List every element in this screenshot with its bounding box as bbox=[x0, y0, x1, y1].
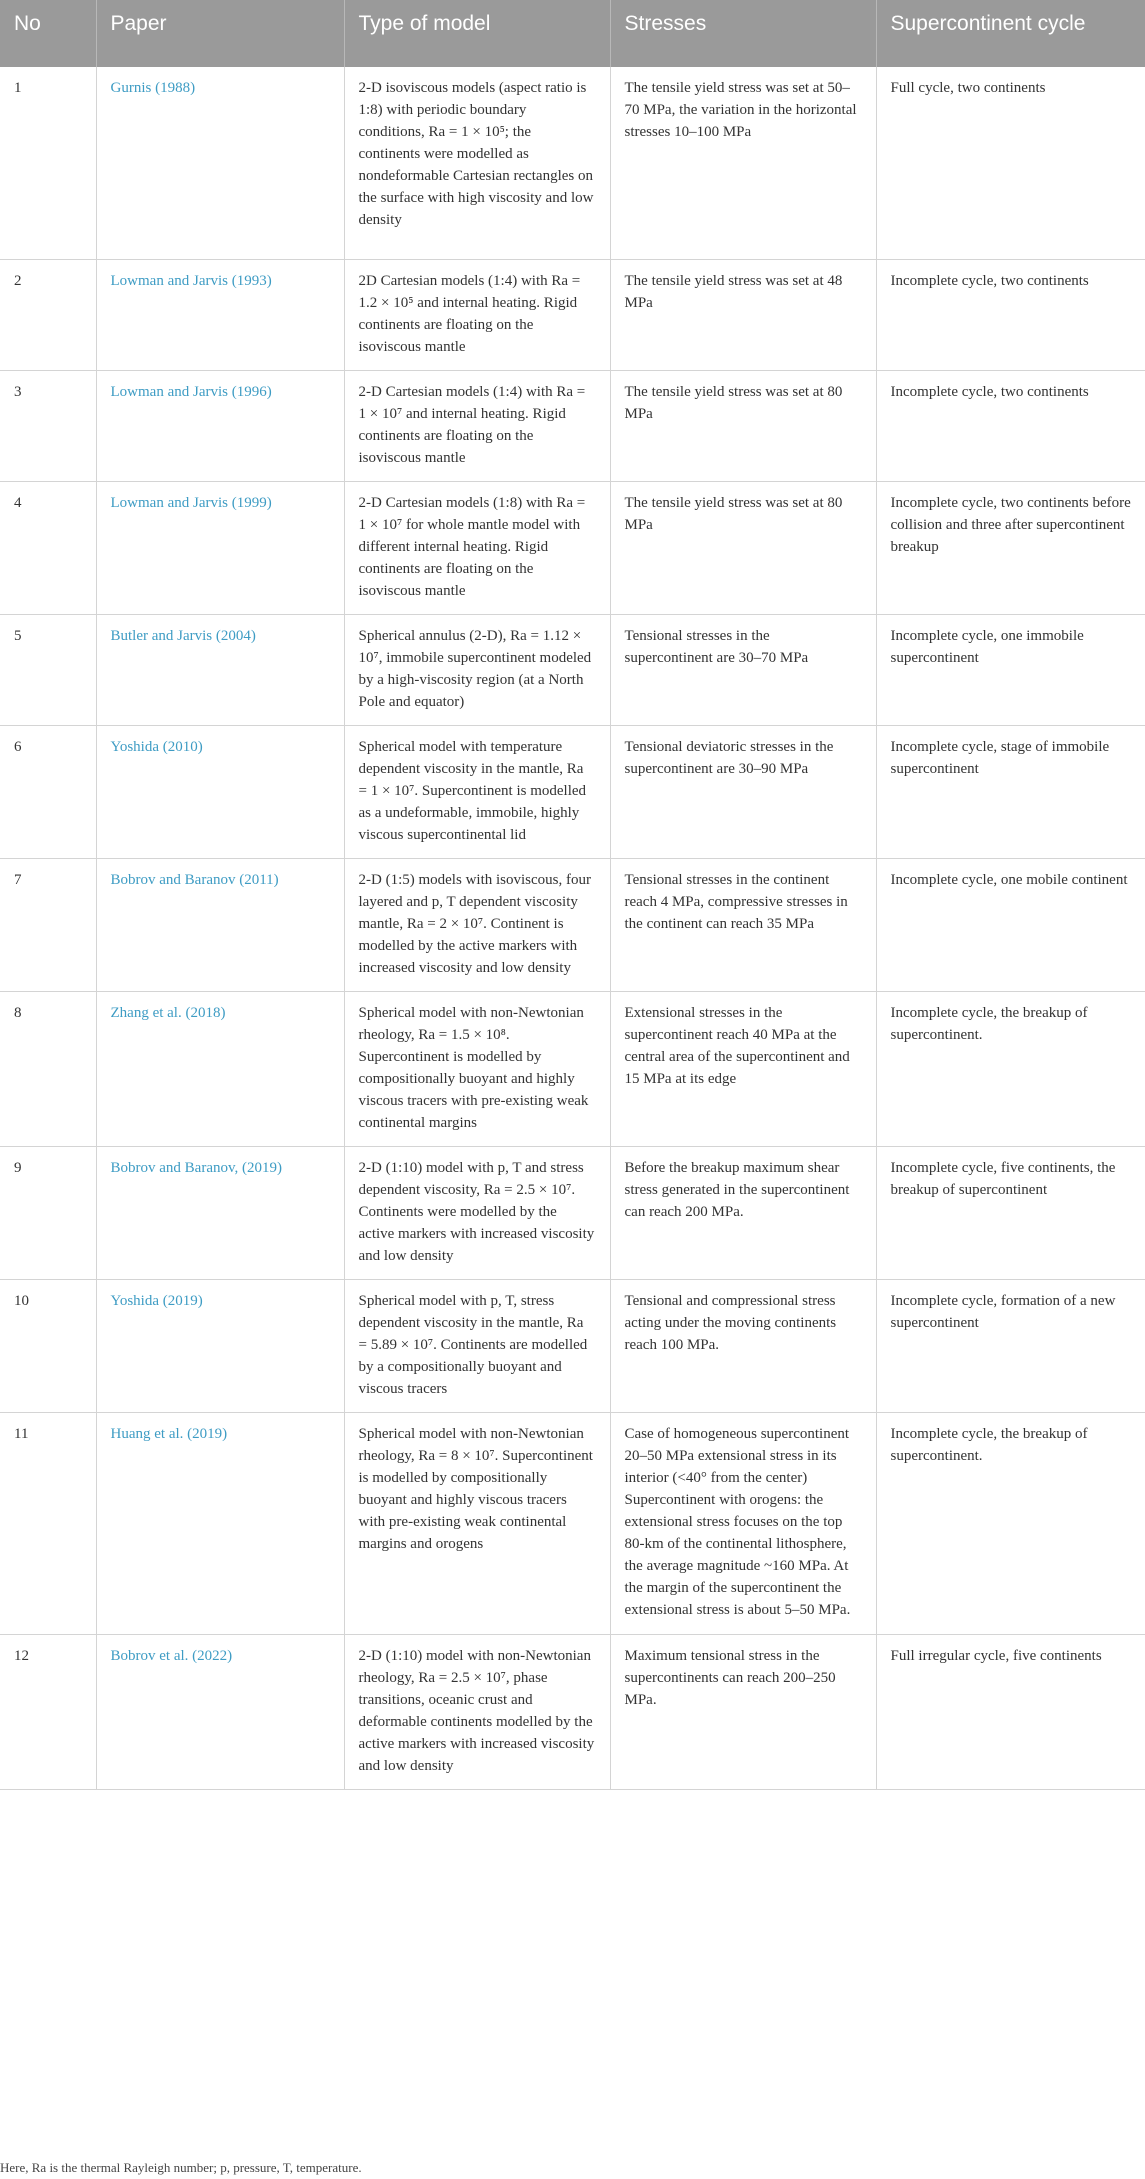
paper-link[interactable]: Zhang et al. (2018) bbox=[96, 991, 344, 1146]
paper-link[interactable]: Lowman and Jarvis (1999) bbox=[96, 481, 344, 614]
paper-link[interactable]: Lowman and Jarvis (1993) bbox=[96, 259, 344, 370]
cell-no: 5 bbox=[0, 614, 96, 725]
cell-no: 3 bbox=[0, 370, 96, 481]
paper-link[interactable]: Lowman and Jarvis (1996) bbox=[96, 370, 344, 481]
cell-cycle: Incomplete cycle, two continents bbox=[876, 370, 1145, 481]
cell-stresses: Tensional and compressional stress acting under the moving continents reach 100 MPa. bbox=[610, 1279, 876, 1412]
cell-no: 8 bbox=[0, 991, 96, 1146]
cell-cycle: Incomplete cycle, stage of immobile supercontinent bbox=[876, 725, 1145, 858]
cell-stresses: Maximum tensional stress in the supercontinents can reach 200–250 MPa. bbox=[610, 1634, 876, 1789]
cell-model: Spherical annulus (2-D), Ra = 1.12 × 10⁷, immobile supercontinent modeled by a high-viscosity region (at a North Pole and equator) bbox=[344, 614, 610, 725]
cell-stresses: Tensional stresses in the continent reach 4 MPa, compressive stresses in the continent can reach 35 MPa bbox=[610, 858, 876, 991]
header-cycle: Supercontinent cycle bbox=[876, 0, 1145, 67]
cell-model: 2-D (1:10) model with non-Newtonian rheology, Ra = 2.5 × 10⁷, phase transitions, oceanic crust and deformable continents modelled by the active markers with increased viscosity and low density bbox=[344, 1634, 610, 1789]
cell-no: 4 bbox=[0, 481, 96, 614]
header-no: No bbox=[0, 0, 96, 67]
paper-link[interactable]: Gurnis (1988) bbox=[96, 67, 344, 259]
cell-no: 2 bbox=[0, 259, 96, 370]
cell-model: Spherical model with non-Newtonian rheology, Ra = 8 × 10⁷. Supercontinent is modelled by compositionally buoyant and highly viscous tracers with pre-existing weak continental margins and orogens bbox=[344, 1412, 610, 1634]
cell-no: 1 bbox=[0, 67, 96, 259]
header-model: Type of model bbox=[344, 0, 610, 67]
cell-no: 12 bbox=[0, 1634, 96, 1789]
cell-no: 11 bbox=[0, 1412, 96, 1634]
cell-model: 2-D isoviscous models (aspect ratio is 1:8) with periodic boundary conditions, Ra = 1 × 10⁵; the continents were modelled as nondeformable Cartesian rectangles on the surface with high viscosity and low density bbox=[344, 67, 610, 259]
cell-stresses: The tensile yield stress was set at 50–70 MPa, the variation in the horizontal stresses 10–100 MPa bbox=[610, 67, 876, 259]
cell-stresses: The tensile yield stress was set at 48 MPa bbox=[610, 259, 876, 370]
cell-cycle: Incomplete cycle, one immobile supercontinent bbox=[876, 614, 1145, 725]
cell-model: Spherical model with temperature dependent viscosity in the mantle, Ra = 1 × 10⁷. Supercontinent is modelled as a undeformable, immobile, highly viscous supercontinental lid bbox=[344, 725, 610, 858]
paper-link[interactable]: Bobrov and Baranov, (2019) bbox=[96, 1146, 344, 1279]
header-row bbox=[0, 0, 1145, 67]
cell-cycle: Incomplete cycle, two continents bbox=[876, 259, 1145, 370]
paper-link[interactable]: Yoshida (2010) bbox=[96, 725, 344, 858]
table-row bbox=[0, 1146, 1145, 1279]
cell-cycle: Incomplete cycle, the breakup of supercontinent. bbox=[876, 991, 1145, 1146]
cell-cycle: Incomplete cycle, formation of a new supercontinent bbox=[876, 1279, 1145, 1412]
cell-cycle: Incomplete cycle, the breakup of supercontinent. bbox=[876, 1412, 1145, 1634]
cell-model: 2-D (1:10) model with p, T and stress dependent viscosity, Ra = 2.5 × 10⁷. Continents were modelled by the active markers with increased viscosity and low density bbox=[344, 1146, 610, 1279]
cell-stresses: Extensional stresses in the supercontinent reach 40 MPa at the central area of the supercontinent and 15 MPa at its edge bbox=[610, 991, 876, 1146]
table-row bbox=[0, 370, 1145, 481]
cell-model: Spherical model with non-Newtonian rheology, Ra = 1.5 × 10⁸. Supercontinent is modelled by compositionally buoyant and highly viscous tracers with pre-existing weak continental margins bbox=[344, 991, 610, 1146]
table-row bbox=[0, 725, 1145, 858]
cell-no: 6 bbox=[0, 725, 96, 858]
cell-stresses: Tensional stresses in the supercontinent are 30–70 MPa bbox=[610, 614, 876, 725]
cell-model: 2-D Cartesian models (1:8) with Ra = 1 × 10⁷ for whole mantle model with different internal heating. Rigid continents are floating on the isoviscous mantle bbox=[344, 481, 610, 614]
cell-no: 9 bbox=[0, 1146, 96, 1279]
table-row bbox=[0, 991, 1145, 1146]
paper-link[interactable]: Yoshida (2019) bbox=[96, 1279, 344, 1412]
table-row bbox=[0, 1634, 1145, 1789]
paper-link[interactable]: Huang et al. (2019) bbox=[96, 1412, 344, 1634]
cell-stresses: The tensile yield stress was set at 80 MPa bbox=[610, 370, 876, 481]
cell-model: 2-D Cartesian models (1:4) with Ra = 1 × 10⁷ and internal heating. Rigid continents are floating on the isoviscous mantle bbox=[344, 370, 610, 481]
cell-cycle: Full cycle, two continents bbox=[876, 67, 1145, 259]
cell-no: 7 bbox=[0, 858, 96, 991]
cell-model: 2-D (1:5) models with isoviscous, four layered and p, T dependent viscosity mantle, Ra = 2 × 10⁷. Continent is modelled by the active markers with increased viscosity and low density bbox=[344, 858, 610, 991]
cell-model: Spherical model with p, T, stress dependent viscosity in the mantle, Ra = 5.89 × 10⁷. Continents are modelled by a compositionally buoyant and viscous tracers bbox=[344, 1279, 610, 1412]
table-row bbox=[0, 614, 1145, 725]
cell-stresses: Before the breakup maximum shear stress generated in the supercontinent can reach 200 MPa. bbox=[610, 1146, 876, 1279]
header-stresses: Stresses bbox=[610, 0, 876, 67]
table-row bbox=[0, 259, 1145, 370]
table-row bbox=[0, 858, 1145, 991]
paper-link[interactable]: Bobrov et al. (2022) bbox=[96, 1634, 344, 1789]
table-footnote: Here, Ra is the thermal Rayleigh number; p, pressure, T, temperature. bbox=[0, 2160, 362, 2175]
cell-cycle: Incomplete cycle, two continents before collision and three after supercontinent breakup bbox=[876, 481, 1145, 614]
header-paper: Paper bbox=[96, 0, 344, 67]
cell-stresses: Case of homogeneous supercontinent 20–50 MPa extensional stress in its interior (<40° from the center) Supercontinent with orogens: the extensional stress focuses on the top 80-km of the continental lithosphere, the average magnitude ~160 MPa. At the margin of the supercontinent the extensional stress is about 5–50 MPa. bbox=[610, 1412, 876, 1634]
table-row bbox=[0, 481, 1145, 614]
table-row bbox=[0, 1279, 1145, 1412]
table-row bbox=[0, 1412, 1145, 1634]
table-row bbox=[0, 67, 1145, 259]
cell-stresses: Tensional deviatoric stresses in the supercontinent are 30–90 MPa bbox=[610, 725, 876, 858]
cell-cycle: Incomplete cycle, one mobile continent bbox=[876, 858, 1145, 991]
paper-link[interactable]: Bobrov and Baranov (2011) bbox=[96, 858, 344, 991]
cell-cycle: Full irregular cycle, five continents bbox=[876, 1634, 1145, 1789]
cell-cycle: Incomplete cycle, five continents, the breakup of supercontinent bbox=[876, 1146, 1145, 1279]
paper-link[interactable]: Butler and Jarvis (2004) bbox=[96, 614, 344, 725]
cell-model: 2D Cartesian models (1:4) with Ra = 1.2 × 10⁵ and internal heating. Rigid continents are floating on the isoviscous mantle bbox=[344, 259, 610, 370]
cell-stresses: The tensile yield stress was set at 80 MPa bbox=[610, 481, 876, 614]
cell-no: 10 bbox=[0, 1279, 96, 1412]
